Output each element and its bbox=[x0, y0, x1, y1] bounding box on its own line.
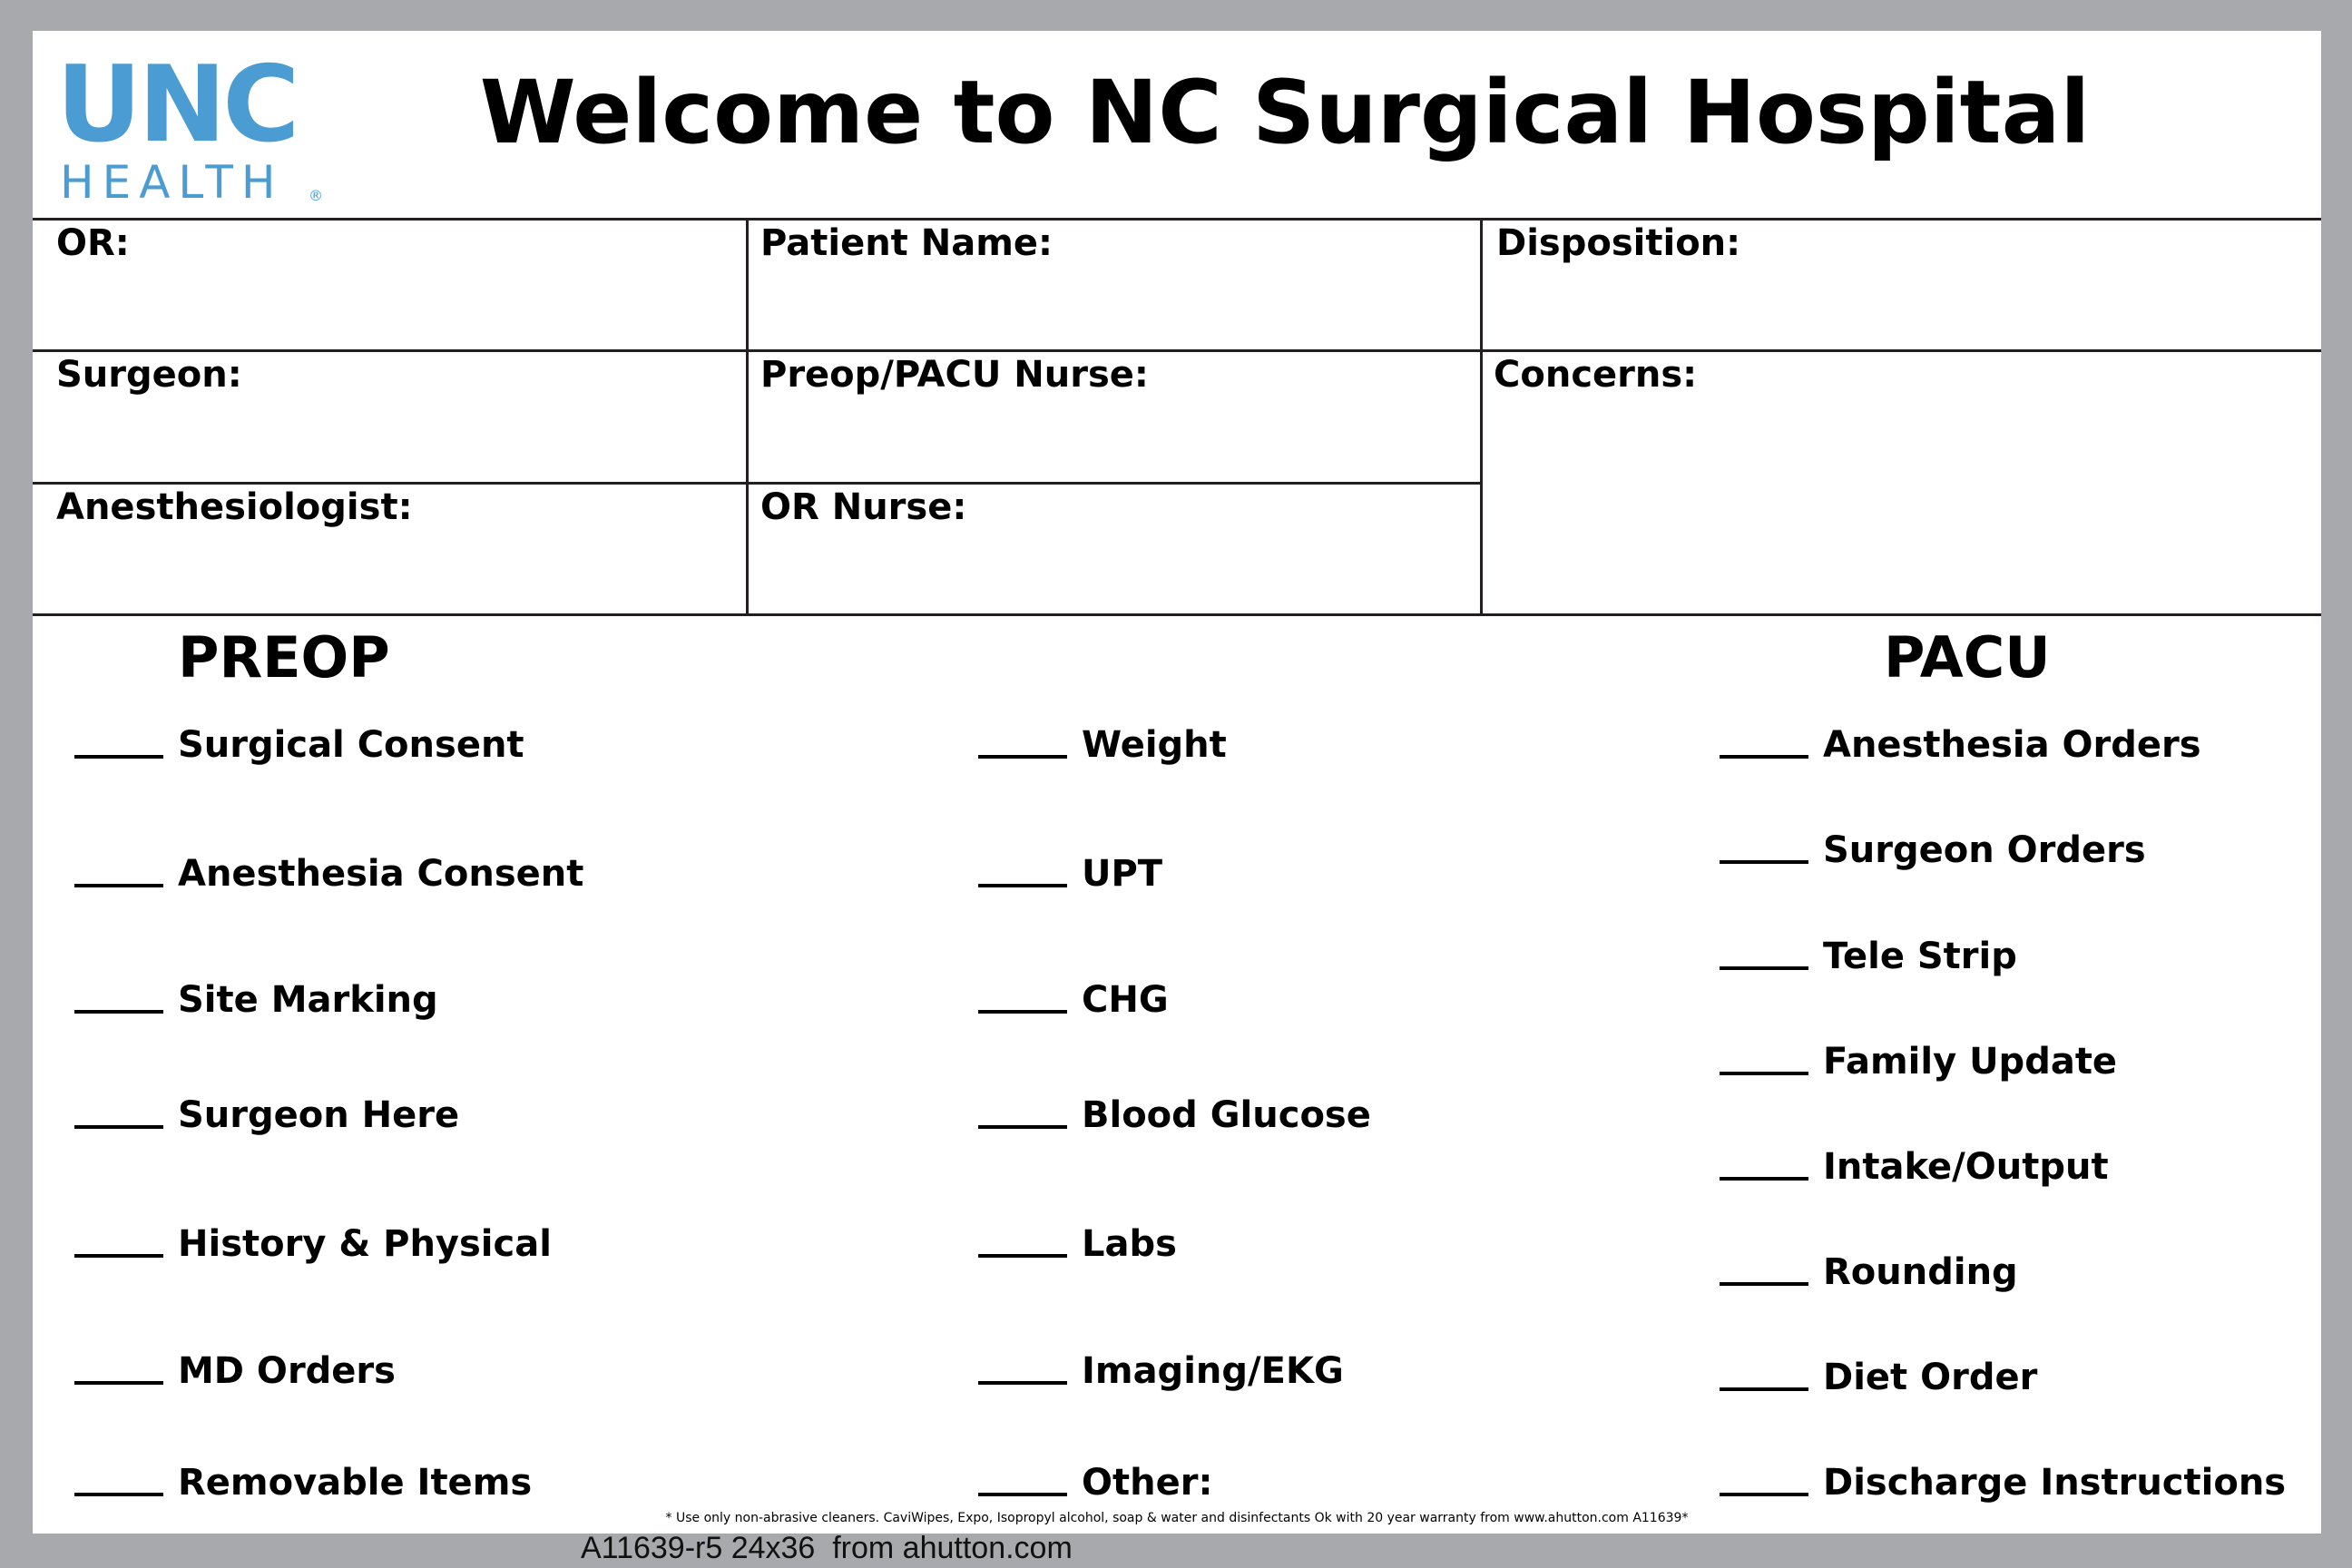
checklist-item bbox=[1720, 1141, 2109, 1189]
checklist-item bbox=[1720, 1456, 2286, 1504]
checklist-item-label: Anesthesia Consent bbox=[178, 853, 584, 895]
checklist-item bbox=[1720, 1035, 2117, 1083]
checkbox-blank bbox=[978, 1345, 1067, 1385]
checklist-item bbox=[74, 1456, 532, 1504]
logo-unc-text: UNC bbox=[56, 44, 297, 166]
grid-line-row2 bbox=[33, 482, 1483, 485]
checklist-item-label: Rounding bbox=[1823, 1251, 2018, 1293]
checkbox-blank bbox=[1720, 719, 1808, 759]
checkbox-blank bbox=[74, 1345, 163, 1385]
checklist-item bbox=[1720, 824, 2146, 872]
checklist-item-label: Surgeon Orders bbox=[1823, 829, 2146, 871]
checklist-item-label: MD Orders bbox=[178, 1350, 396, 1392]
disposition-field-label: Disposition: bbox=[1496, 222, 1741, 264]
checkbox-blank bbox=[978, 719, 1067, 759]
checkbox-blank bbox=[1720, 1351, 1808, 1391]
concerns-field-label: Concerns: bbox=[1494, 354, 1698, 396]
checkbox-blank bbox=[74, 1089, 163, 1129]
checkbox-blank bbox=[74, 848, 163, 887]
checkbox-blank bbox=[978, 1089, 1067, 1129]
or-nurse-field-label: OR Nurse: bbox=[760, 486, 967, 528]
checklist-item bbox=[74, 974, 438, 1022]
checklist-item-label: Intake/Output bbox=[1823, 1146, 2109, 1188]
checkbox-blank bbox=[74, 1456, 163, 1496]
surgeon-field-label: Surgeon: bbox=[56, 354, 242, 396]
page-title: Welcome to NC Surgical Hospital bbox=[479, 62, 2091, 163]
logo-registered-mark: ® bbox=[309, 187, 323, 204]
checklist-item-label: Surgeon Here bbox=[178, 1094, 460, 1136]
logo-health-text: HEALTH bbox=[60, 156, 284, 209]
checkbox-blank bbox=[1720, 1246, 1808, 1286]
checklist-item-label: Family Update bbox=[1823, 1041, 2118, 1083]
checkbox-blank bbox=[978, 974, 1067, 1014]
checklist-item bbox=[978, 1089, 1371, 1137]
checklist-item-label: Imaging/EKG bbox=[1082, 1350, 1344, 1392]
grid-divider-left bbox=[746, 218, 749, 616]
checklist-item-label: Blood Glucose bbox=[1082, 1094, 1371, 1136]
checklist-item-label: Labs bbox=[1082, 1223, 1177, 1265]
checkbox-blank bbox=[978, 1456, 1067, 1496]
checklist-item-label: Tele Strip bbox=[1823, 936, 2017, 977]
checklist-item bbox=[978, 1218, 1177, 1266]
grid-line-bottom bbox=[33, 613, 2321, 616]
or-field-label: OR: bbox=[56, 222, 130, 264]
checkbox-blank bbox=[1720, 1456, 1808, 1496]
checklist-item-label: Surgical Consent bbox=[178, 724, 524, 766]
pacu-heading: PACU bbox=[1884, 624, 2051, 691]
checklist-item-label: Discharge Instructions bbox=[1823, 1462, 2287, 1504]
checklist-item bbox=[74, 1089, 459, 1137]
checkbox-blank bbox=[978, 1218, 1067, 1258]
checklist-item bbox=[978, 848, 1162, 896]
checkbox-blank bbox=[1720, 930, 1808, 970]
checkbox-blank bbox=[74, 1218, 163, 1258]
patient-name-field-label: Patient Name: bbox=[760, 222, 1053, 264]
part-number-label: A11639-r5 24x36 from ahutton.com bbox=[581, 1531, 1073, 1565]
checklist-item-label: Weight bbox=[1082, 724, 1227, 766]
checklist-item bbox=[74, 1218, 552, 1266]
checkbox-blank bbox=[74, 719, 163, 759]
checklist-item bbox=[1720, 719, 2201, 767]
checklist-item bbox=[978, 974, 1169, 1022]
unc-health-logo bbox=[56, 44, 328, 216]
checklist-item bbox=[74, 1345, 396, 1393]
checklist-item-label: Diet Order bbox=[1823, 1357, 2038, 1398]
grid-divider-right bbox=[1480, 218, 1483, 616]
cleaning-footnote: * Use only non-abrasive cleaners. CaviWipes, Expo, Isopropyl alcohol, soap & water and disinfectants Ok with 20 year warranty from www.ahutton.com A11639* bbox=[665, 1511, 1689, 1525]
checklist-item bbox=[1720, 1246, 2018, 1294]
preop-pacu-nurse-field-label: Preop/PACU Nurse: bbox=[760, 354, 1149, 396]
checklist-item-label: Anesthesia Orders bbox=[1823, 724, 2201, 766]
grid-line-row1 bbox=[33, 349, 2321, 352]
grid-line-top bbox=[33, 218, 2321, 220]
checklist-item-label: Removable Items bbox=[178, 1462, 533, 1504]
checklist-item bbox=[978, 1456, 1212, 1504]
checklist-item-label: Other: bbox=[1082, 1462, 1213, 1504]
checklist-item bbox=[1720, 930, 2017, 978]
checklist-item-label: History & Physical bbox=[178, 1223, 552, 1265]
checkbox-blank bbox=[978, 848, 1067, 887]
checklist-item-label: Site Marking bbox=[178, 979, 438, 1021]
checkbox-blank bbox=[74, 974, 163, 1014]
whiteboard bbox=[33, 31, 2321, 1534]
checklist-item-label: UPT bbox=[1082, 853, 1163, 895]
checkbox-blank bbox=[1720, 824, 1808, 864]
checklist-item bbox=[978, 1345, 1344, 1393]
preop-heading: PREOP bbox=[178, 624, 390, 691]
checklist-item bbox=[74, 719, 524, 767]
checkbox-blank bbox=[1720, 1141, 1808, 1181]
checklist-item bbox=[74, 848, 583, 896]
checklist-item bbox=[978, 719, 1227, 767]
checkbox-blank bbox=[1720, 1035, 1808, 1075]
checklist-item-label: CHG bbox=[1082, 979, 1169, 1021]
anesthesiologist-field-label: Anesthesiologist: bbox=[56, 486, 413, 528]
checklist-item bbox=[1720, 1351, 2037, 1399]
